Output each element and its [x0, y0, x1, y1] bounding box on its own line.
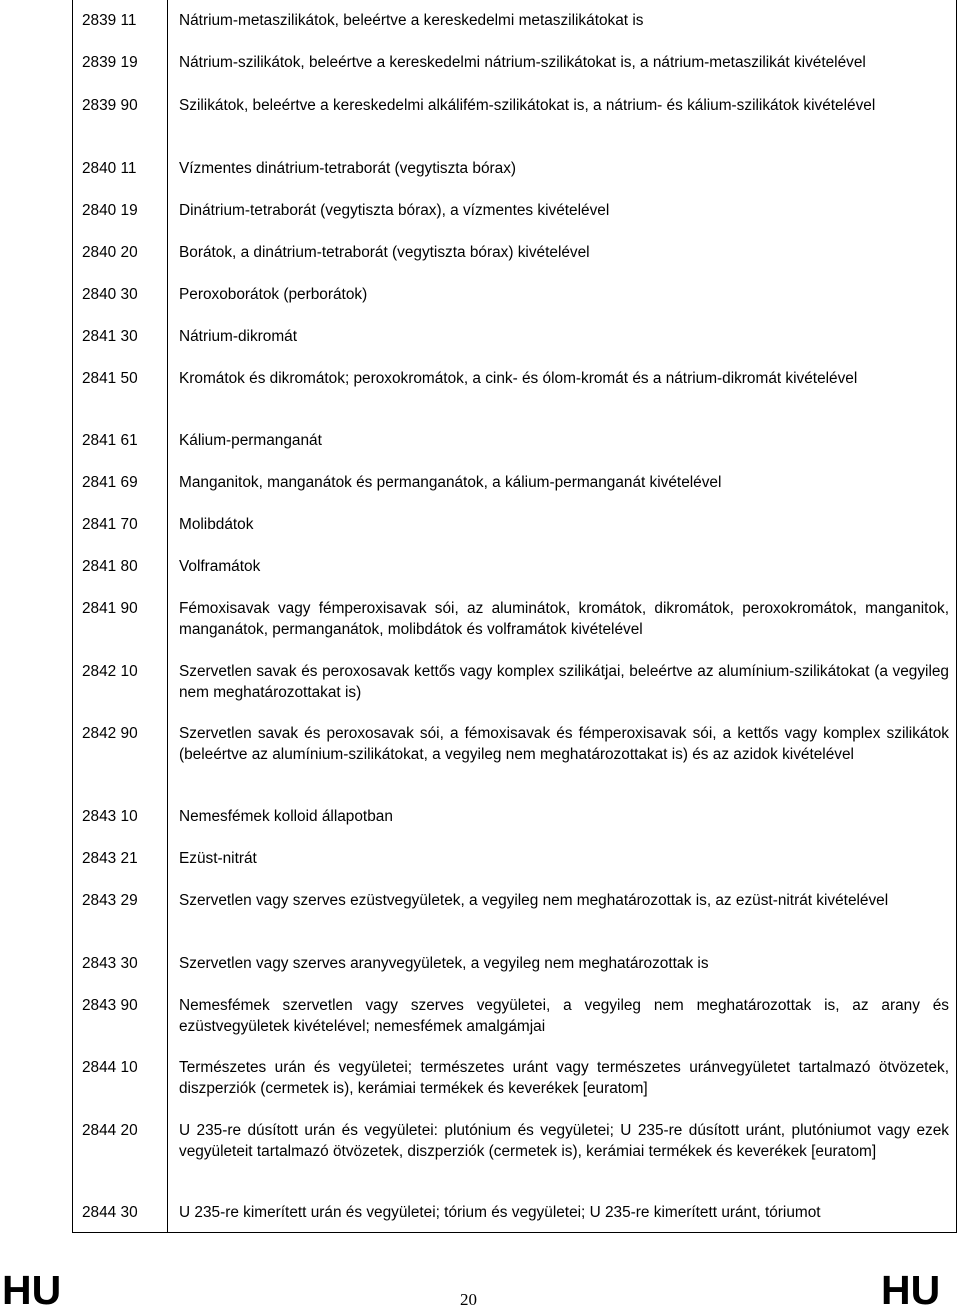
tariff-code: 2840 30 — [82, 286, 138, 303]
tariff-code: 2841 61 — [82, 432, 138, 449]
tariff-code: 2844 30 — [82, 1204, 138, 1221]
tariff-code: 2840 19 — [82, 202, 138, 219]
tariff-description: U 235-re kimerített urán és vegyületei; tórium és vegyületei; U 235-re kimerített uránt, tóriumot — [179, 1204, 821, 1221]
tariff-description: Fémoxisavak vagy fémperoxisavak sói, az aluminátok, kromátok, dikromátok, peroxokromátok, manganitok, manganátok, permanganátok, molibdátok és volframátok kivételével — [179, 600, 949, 638]
tariff-code: 2839 90 — [82, 97, 138, 114]
tariff-description: Szervetlen vagy szerves aranyvegyületek, a vegyileg nem meghatározottak is — [179, 955, 709, 972]
tariff-code: 2841 80 — [82, 558, 138, 575]
tariff-description: Természetes urán és vegyületei; természetes uránt vagy természetes uránvegyületet tartalmazó ötvözetek, diszperziók (cermetek is), kerámiai termékek és keverékek [euratom] — [179, 1059, 949, 1097]
tariff-description: Szilikátok, beleértve a kereskedelmi alkálifém-szilikátokat is, a nátrium- és kálium-szilikátok kivételével — [179, 97, 876, 114]
tariff-code: 2843 10 — [82, 808, 138, 825]
tariff-description: U 235-re dúsított urán és vegyületei: plutónium és vegyületei; U 235-re dúsított uránt, plutóniumot vagy ezek vegyületeit tartalmazó ötvözetek, diszperziók (cermetek is), kerámiai termékek és keverékek [euratom] — [179, 1122, 949, 1160]
tariff-description: Peroxoborátok (perborátok) — [179, 286, 368, 303]
tariff-code: 2843 30 — [82, 955, 138, 972]
tariff-code: 2842 10 — [82, 663, 138, 680]
tariff-description: Dinátrium-tetraborát (vegytiszta bórax), a vízmentes kivételével — [179, 202, 610, 219]
tariff-code: 2843 90 — [82, 997, 138, 1014]
tariff-code: 2844 20 — [82, 1122, 138, 1139]
tariff-code: 2843 21 — [82, 850, 138, 867]
tariff-description: Borátok, a dinátrium-tetraborát (vegytiszta bórax) kivételével — [179, 244, 590, 261]
tariff-description: Kálium-permanganát — [179, 432, 322, 449]
page-number: 20 — [460, 1290, 477, 1309]
tariff-code: 2841 90 — [82, 600, 138, 617]
footer-language-label-right: HU — [881, 1267, 941, 1313]
tariff-code: 2840 20 — [82, 244, 138, 261]
tariff-description: Volframátok — [179, 558, 261, 575]
tariff-code: 2839 19 — [82, 54, 138, 71]
tariff-code: 2842 90 — [82, 725, 138, 742]
tariff-description: Szervetlen savak és peroxosavak kettős vagy komplex szilikátjai, beleértve az alumínium-szilikátokat (a vegyileg nem meghatározottakat is) — [179, 663, 949, 701]
tariff-code: 2841 50 — [82, 370, 138, 387]
tariff-description: Nemesfémek szervetlen vagy szerves vegyületei, a vegyileg nem meghatározottak is, az arany és ezüstvegyületek kivételével; nemesfémek amalgámjai — [179, 997, 949, 1035]
tariff-description: Nemesfémek kolloid állapotban — [179, 808, 393, 825]
tariff-description: Szervetlen vagy szerves ezüstvegyületek, a vegyileg nem meghatározottak is, az ezüst-nitrát kivételével — [179, 892, 889, 909]
tariff-code: 2841 70 — [82, 516, 138, 533]
tariff-description: Nátrium-dikromát — [179, 328, 298, 345]
tariff-code: 2839 11 — [82, 12, 137, 29]
tariff-description: Kromátok és dikromátok; peroxokromátok, a cink- és ólom-kromát és a nátrium-dikromát kivételével — [179, 370, 858, 387]
tariff-code: 2843 29 — [82, 892, 138, 909]
tariff-code: 2841 69 — [82, 474, 138, 491]
tariff-code: 2844 10 — [82, 1059, 138, 1076]
tariff-description: Manganitok, manganátok és permanganátok, a kálium-permanganát kivételével — [179, 474, 722, 491]
tariff-description: Szervetlen savak és peroxosavak sói, a fémoxisavak és fémperoxisavak sói, a kettős vagy komplex szilikátok (beleértve az alumínium-szilikátokat, a vegyileg nem meghatározottakat is) és az azidok kivételével — [179, 725, 949, 763]
tariff-description: Molibdátok — [179, 516, 254, 533]
tariff-description: Nátrium-metaszilikátok, beleértve a kereskedelmi metaszilikátokat is — [179, 12, 644, 29]
tariff-description: Vízmentes dinátrium-tetraborát (vegytiszta bórax) — [179, 160, 517, 177]
tariff-code: 2841 30 — [82, 328, 138, 345]
tariff-description: Ezüst-nitrát — [179, 850, 257, 867]
column-divider — [167, 0, 168, 1233]
tariff-description: Nátrium-szilikátok, beleértve a kereskedelmi nátrium-szilikátokat is, a nátrium-metaszilikát kivételével — [179, 54, 866, 71]
tariff-code: 2840 11 — [82, 160, 137, 177]
footer-language-label-left: HU — [2, 1267, 62, 1313]
